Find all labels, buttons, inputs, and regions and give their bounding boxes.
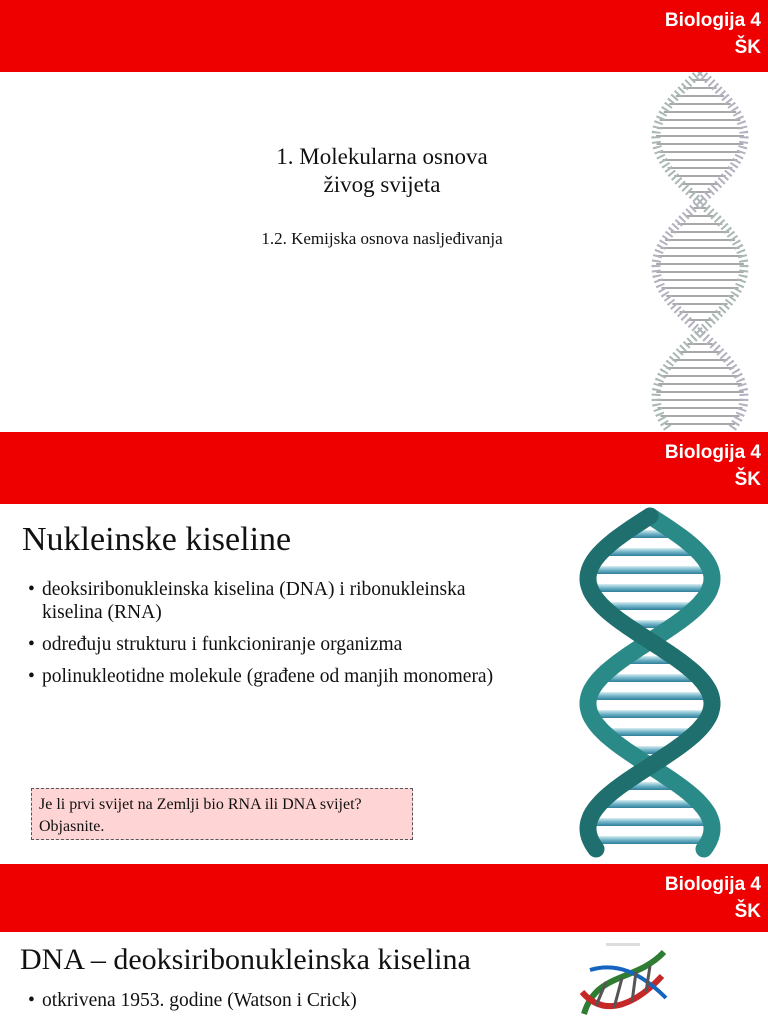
slide-1 (0, 0, 768, 432)
dna-helix-teal-image (560, 502, 740, 862)
course-label: Biologija 4 ŠK (664, 442, 761, 490)
base-pair (589, 566, 710, 574)
slide-2-bullet-list (28, 578, 508, 697)
bullet-item: • određuju strukturu i funkcioniranje organizma (28, 633, 508, 656)
header-bar (0, 0, 768, 72)
slide-1-subtitle: 1.2. Kemijska osnova nasljeđivanja (261, 229, 503, 248)
slide-2-title: Nukleinske kiseline (22, 521, 292, 558)
header-bar (0, 864, 768, 932)
course-label: Biologija 4 ŠK (664, 10, 761, 58)
dna-helix-dotted-image (632, 72, 768, 432)
header-bar (0, 432, 768, 504)
base-pair (590, 584, 710, 592)
slide-1-title: 1. Molekularna osnova živog svijeta (276, 144, 488, 197)
slide-3 (0, 864, 768, 1024)
base-pair (589, 692, 711, 700)
helix-base-pairs (656, 80, 744, 424)
bullet-item: • deoksiribonukleinska kiselina (DNA) i ribonukleinska kiselina (RNA) (28, 578, 508, 624)
base-pair (589, 818, 711, 826)
base-pair (590, 710, 710, 718)
base-pair (591, 836, 710, 844)
slide-2 (0, 432, 768, 864)
base-pair (599, 800, 700, 808)
slide-3-title: DNA – deoksiribonukleinska kiselina (20, 943, 471, 976)
course-label: Biologija 4 ŠK (664, 874, 761, 922)
slide-3-bullet-list (28, 989, 548, 1021)
bullet-item: • polinukleotidne molekule (građene od manjih monomera) (28, 665, 508, 688)
bullet-item: • otkrivena 1953. godine (Watson i Crick) (28, 989, 548, 1012)
question-box: Je li prvi svijet na Zemlji bio RNA ili DNA svijet? Objasnite. (31, 788, 413, 840)
dna-ribbon-model-image (576, 942, 672, 1024)
